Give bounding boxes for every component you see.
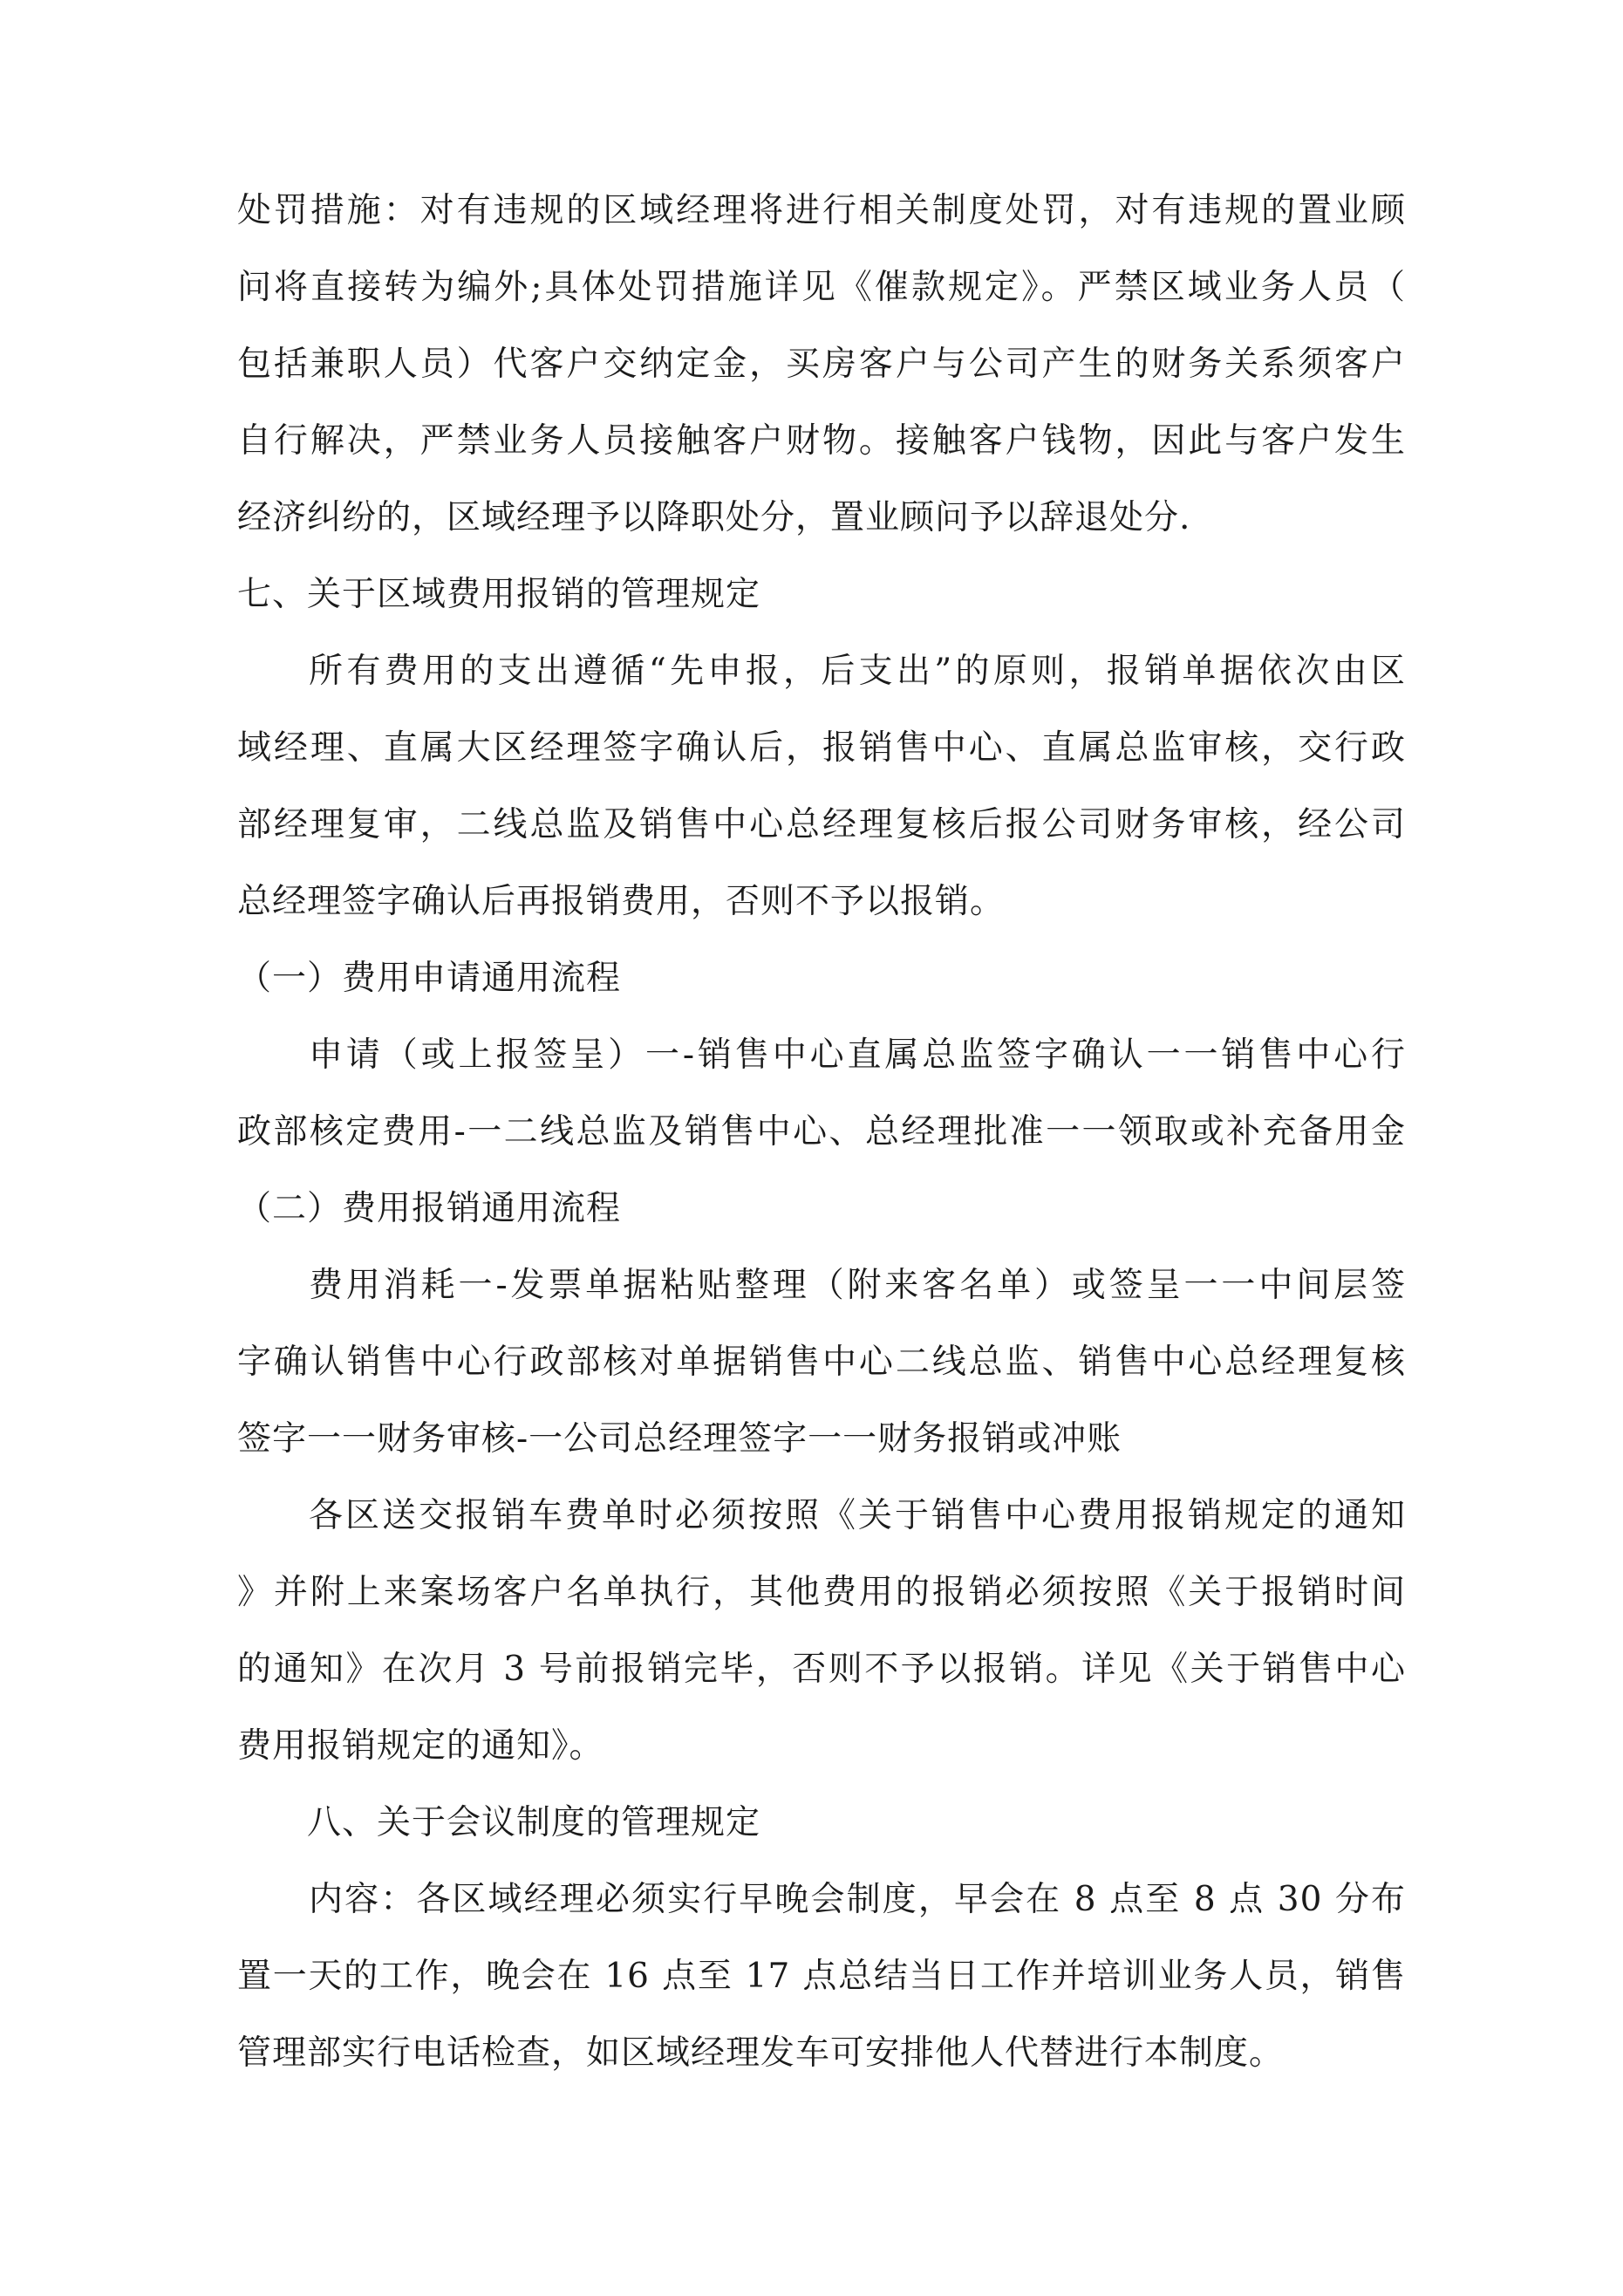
paragraph-line: 所有费用的支出遵循“先申报，后支出”的原则，报销单据依次由区 — [309, 652, 1406, 691]
paragraph-line: 申请（或上报签呈）一-销售中心直属总监签字确认一一销售中心行 — [309, 1035, 1406, 1075]
document-body — [237, 173, 1406, 2092]
subsection-heading-1: （一）费用申请通用流程 — [237, 959, 622, 998]
section-heading-7: 七、关于区域费用报销的管理规定 — [237, 575, 761, 614]
paragraph-line: 自行解决，严禁业务人员接触客户财物。接触客户钱物，因此与客户发生 — [237, 421, 1406, 461]
section-heading-8: 八、关于会议制度的管理规定 — [307, 1803, 761, 1842]
paragraph-line: 》并附上来案场客户名单执行，其他费用的报销必须按照《关于报销时间 — [237, 1573, 1406, 1612]
paragraph-line: 部经理复审，二线总监及销售中心总经理复核后报公司财务审核，经公司 — [237, 805, 1406, 844]
paragraph-line: 的通知》在次月 3 号前报销完毕，否则不予以报销。详见《关于销售中心 — [237, 1650, 1406, 1689]
paragraph-line: 管理部实行电话检查，如区域经理发车可安排他人代替进行本制度。 — [237, 2033, 1285, 2073]
paragraph-line: 内容：各区域经理必须实行早晚会制度，早会在 8 点至 8 点 30 分布 — [309, 1880, 1406, 1919]
paragraph-line: 费用报销规定的通知》。 — [237, 1726, 604, 1766]
subsection-heading-2: （二）费用报销通用流程 — [237, 1189, 622, 1228]
paragraph-line: 费用消耗一-发票单据粘贴整理（附来客名单）或签呈一一中间层签 — [309, 1266, 1406, 1305]
paragraph-line: 总经理签字确认后再报销费用，否则不予以报销。 — [237, 882, 1006, 921]
paragraph-line: 置一天的工作，晚会在 16 点至 17 点总结当日工作并培训业务人员，销售 — [237, 1957, 1406, 1996]
paragraph-line: 各区送交报销车费单时必须按照《关于销售中心费用报销规定的通知 — [309, 1496, 1406, 1535]
paragraph-line: 签字一一财务审核-一公司总经理签字一一财务报销或冲账 — [237, 1419, 1122, 1459]
paragraph-line: 经济纠纷的，区域经理予以降职处分，置业顾问予以辞退处分. — [237, 498, 1191, 537]
paragraph-line: 包括兼职人员）代客户交纳定金，买房客户与公司产生的财务关系须客户 — [237, 345, 1406, 384]
paragraph-line: 字确认销售中心行政部核对单据销售中心二线总监、销售中心总经理复核 — [237, 1343, 1406, 1382]
paragraph-line: 政部核定费用-一二线总监及销售中心、总经理批准一一领取或补充备用金 — [237, 1112, 1406, 1151]
paragraph-line: 处罚措施：对有违规的区域经理将进行相关制度处罚，对有违规的置业顾 — [237, 191, 1406, 230]
paragraph-line: 问将直接转为编外;具体处罚措施详见《催款规定》。严禁区域业务人员（ — [237, 268, 1406, 307]
paragraph-line: 域经理、直属大区经理签字确认后，报销售中心、直属总监审核，交行政 — [237, 728, 1406, 768]
